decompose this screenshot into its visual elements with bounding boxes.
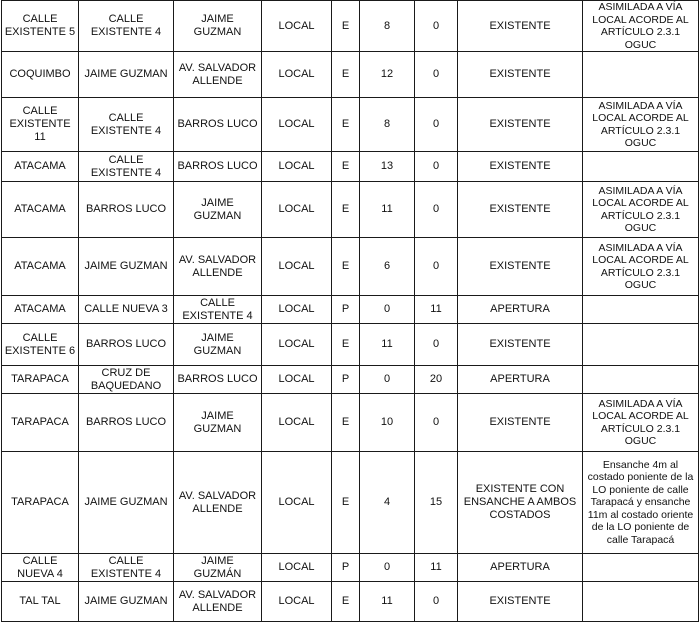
to-street-cell: AV. SALVADOR ALLENDE [174, 52, 262, 98]
status-cell: E [332, 1, 360, 52]
street-name-cell: CALLE NUEVA 4 [2, 554, 79, 582]
to-street-cell: BARROS LUCO [174, 366, 262, 394]
from-street-cell: JAIME GUZMAN [79, 238, 174, 296]
condition-cell: EXISTENTE [458, 1, 583, 52]
street-name-cell: CALLE EXISTENTE 11 [2, 98, 79, 152]
to-street-cell: AV. SALVADOR ALLENDE [174, 582, 262, 622]
from-street-cell: CALLE EXISTENTE 4 [79, 152, 174, 182]
to-street-cell: JAIME GUZMÁN [174, 554, 262, 582]
category-cell: LOCAL [262, 394, 332, 452]
observation-cell [583, 324, 699, 366]
to-street-cell: AV. SALVADOR ALLENDE [174, 238, 262, 296]
street-name-cell: CALLE EXISTENTE 6 [2, 324, 79, 366]
table-row [2, 182, 699, 238]
width-projected-cell: 0 [415, 582, 458, 622]
condition-cell: APERTURA [458, 296, 583, 324]
width-existing-cell: 8 [360, 1, 415, 52]
status-cell: E [332, 52, 360, 98]
observation-cell: ASIMILADA A VÍA LOCAL ACORDE AL ARTÍCULO 2.3.1 OGUC [583, 1, 699, 52]
status-cell: E [332, 182, 360, 238]
observation-cell: ASIMILADA A VÍA LOCAL ACORDE AL ARTÍCULO 2.3.1 OGUC [583, 238, 699, 296]
from-street-cell: CALLE NUEVA 3 [79, 296, 174, 324]
street-name-cell: ATACAMA [2, 296, 79, 324]
width-existing-cell: 0 [360, 366, 415, 394]
width-projected-cell: 0 [415, 394, 458, 452]
category-cell: LOCAL [262, 238, 332, 296]
to-street-cell: CALLE EXISTENTE 4 [174, 296, 262, 324]
status-cell: E [332, 98, 360, 152]
street-name-cell: ATACAMA [2, 182, 79, 238]
condition-cell: EXISTENTE [458, 582, 583, 622]
condition-cell: EXISTENTE [458, 52, 583, 98]
table-row [2, 296, 699, 324]
street-name-cell: COQUIMBO [2, 52, 79, 98]
category-cell: LOCAL [262, 296, 332, 324]
width-projected-cell: 0 [415, 1, 458, 52]
observation-cell [583, 52, 699, 98]
width-projected-cell: 15 [415, 452, 458, 554]
from-street-cell: CRUZ DE BAQUEDANO [79, 366, 174, 394]
status-cell: P [332, 296, 360, 324]
width-existing-cell: 8 [360, 98, 415, 152]
width-existing-cell: 6 [360, 238, 415, 296]
table-row [2, 1, 699, 52]
from-street-cell: JAIME GUZMAN [79, 52, 174, 98]
from-street-cell: BARROS LUCO [79, 394, 174, 452]
condition-cell: EXISTENTE [458, 394, 583, 452]
table-row [2, 52, 699, 98]
observation-cell [583, 582, 699, 622]
from-street-cell: CALLE EXISTENTE 4 [79, 1, 174, 52]
width-projected-cell: 11 [415, 554, 458, 582]
status-cell: E [332, 452, 360, 554]
width-existing-cell: 11 [360, 324, 415, 366]
condition-cell: EXISTENTE CON ENSANCHE A AMBOS COSTADOS [458, 452, 583, 554]
table-row [2, 324, 699, 366]
width-projected-cell: 20 [415, 366, 458, 394]
status-cell: E [332, 394, 360, 452]
to-street-cell: JAIME GUZMAN [174, 324, 262, 366]
from-street-cell: CALLE EXISTENTE 4 [79, 98, 174, 152]
condition-cell: APERTURA [458, 554, 583, 582]
width-existing-cell: 0 [360, 296, 415, 324]
observation-cell: ASIMILADA A VÍA LOCAL ACORDE AL ARTÍCULO 2.3.1 OGUC [583, 98, 699, 152]
status-cell: E [332, 324, 360, 366]
category-cell: LOCAL [262, 452, 332, 554]
category-cell: LOCAL [262, 182, 332, 238]
width-projected-cell: 0 [415, 182, 458, 238]
street-name-cell: CALLE EXISTENTE 5 [2, 1, 79, 52]
observation-cell [583, 554, 699, 582]
status-cell: P [332, 554, 360, 582]
table-row [2, 582, 699, 622]
table-row [2, 394, 699, 452]
category-cell: LOCAL [262, 554, 332, 582]
category-cell: LOCAL [262, 324, 332, 366]
width-existing-cell: 0 [360, 554, 415, 582]
width-projected-cell: 0 [415, 324, 458, 366]
width-projected-cell: 0 [415, 152, 458, 182]
category-cell: LOCAL [262, 582, 332, 622]
width-existing-cell: 11 [360, 582, 415, 622]
to-street-cell: JAIME GUZMAN [174, 394, 262, 452]
street-name-cell: TARAPACA [2, 394, 79, 452]
width-existing-cell: 10 [360, 394, 415, 452]
observation-cell: ASIMILADA A VÍA LOCAL ACORDE AL ARTÍCULO 2.3.1 OGUC [583, 182, 699, 238]
to-street-cell: JAIME GUZMAN [174, 182, 262, 238]
category-cell: LOCAL [262, 152, 332, 182]
category-cell: LOCAL [262, 1, 332, 52]
observation-cell: Ensanche 4m al costado poniente de la LO poniente de calle Tarapacá y ensanche 11m al costado oriente de la LO poniente de calle Tarapacá [583, 452, 699, 554]
condition-cell: EXISTENTE [458, 324, 583, 366]
status-cell: E [332, 582, 360, 622]
width-projected-cell: 11 [415, 296, 458, 324]
from-street-cell: BARROS LUCO [79, 324, 174, 366]
width-projected-cell: 0 [415, 238, 458, 296]
to-street-cell: JAIME GUZMAN [174, 1, 262, 52]
from-street-cell: BARROS LUCO [79, 182, 174, 238]
table-row [2, 238, 699, 296]
condition-cell: EXISTENTE [458, 152, 583, 182]
condition-cell: APERTURA [458, 366, 583, 394]
table-row [2, 152, 699, 182]
width-projected-cell: 0 [415, 52, 458, 98]
width-projected-cell: 0 [415, 98, 458, 152]
table-row [2, 366, 699, 394]
from-street-cell: CALLE EXISTENTE 4 [79, 554, 174, 582]
category-cell: LOCAL [262, 52, 332, 98]
status-cell: P [332, 366, 360, 394]
condition-cell: EXISTENTE [458, 238, 583, 296]
category-cell: LOCAL [262, 98, 332, 152]
street-name-cell: TAL TAL [2, 582, 79, 622]
from-street-cell: JAIME GUZMAN [79, 582, 174, 622]
table-row [2, 452, 699, 554]
street-name-cell: ATACAMA [2, 238, 79, 296]
observation-cell: ASIMILADA A VÍA LOCAL ACORDE AL ARTÍCULO 2.3.1 OGUC [583, 394, 699, 452]
width-existing-cell: 12 [360, 52, 415, 98]
condition-cell: EXISTENTE [458, 98, 583, 152]
to-street-cell: BARROS LUCO [174, 152, 262, 182]
street-name-cell: TARAPACA [2, 366, 79, 394]
to-street-cell: AV. SALVADOR ALLENDE [174, 452, 262, 554]
observation-cell [583, 296, 699, 324]
road-table [1, 0, 699, 622]
width-existing-cell: 4 [360, 452, 415, 554]
width-existing-cell: 13 [360, 152, 415, 182]
category-cell: LOCAL [262, 366, 332, 394]
observation-cell [583, 366, 699, 394]
street-name-cell: TARAPACA [2, 452, 79, 554]
to-street-cell: BARROS LUCO [174, 98, 262, 152]
status-cell: E [332, 238, 360, 296]
observation-cell [583, 152, 699, 182]
from-street-cell: JAIME GUZMAN [79, 452, 174, 554]
table-row [2, 554, 699, 582]
table-row [2, 98, 699, 152]
status-cell: E [332, 152, 360, 182]
condition-cell: EXISTENTE [458, 182, 583, 238]
width-existing-cell: 11 [360, 182, 415, 238]
street-name-cell: ATACAMA [2, 152, 79, 182]
